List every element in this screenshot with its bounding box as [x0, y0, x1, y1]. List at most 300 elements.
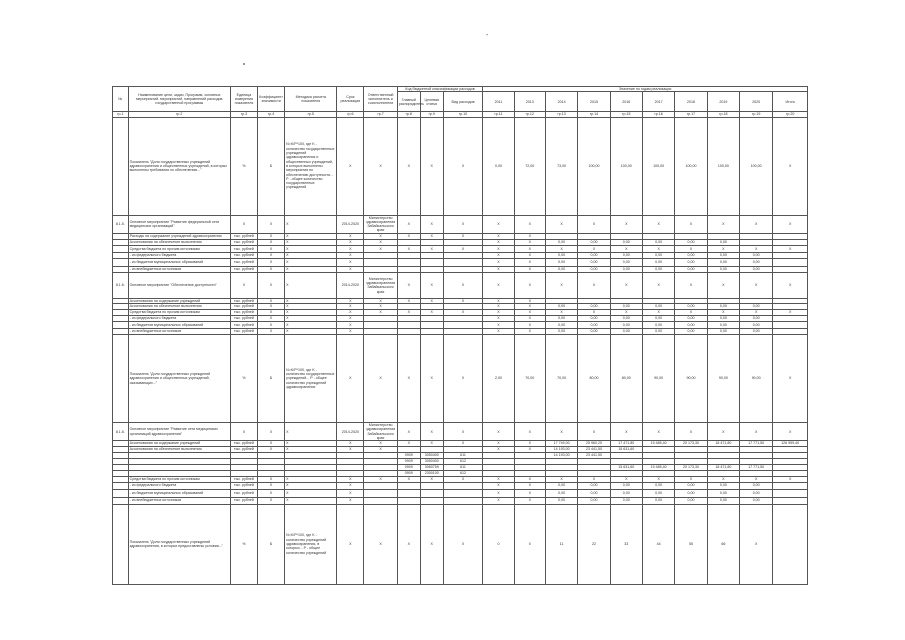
table-cell: Х [337, 310, 364, 316]
table-cell: X [397, 441, 420, 446]
table-cell: X [337, 504, 364, 584]
col-unit-header: Единица измерения показателя [230, 87, 257, 112]
table-cell: X [610, 423, 642, 441]
table-cell: X [443, 441, 483, 446]
table-cell: X [514, 272, 545, 298]
table-cell: 0,00 [642, 322, 674, 329]
table-cell: X [483, 239, 514, 245]
table-cell [773, 322, 808, 329]
table-cell: Х [258, 239, 285, 245]
table-cell: X [514, 441, 545, 446]
table-cell: Х [337, 245, 364, 252]
table-cell: 0,00 [707, 258, 739, 266]
table-cell: X [514, 489, 545, 497]
table-cell: X [483, 266, 514, 272]
table-cell: Х [258, 215, 285, 233]
table-cell: 0,00 [610, 329, 642, 335]
table-cell: 0,00 [578, 482, 610, 489]
table-cell: N=K/P*100, где K - количество учреждений здравоохранения, в которых... P - общее количество учреждений [285, 504, 337, 584]
table-cell: Х [285, 245, 337, 252]
row-title-cell: - из федерального бюджета [128, 252, 230, 258]
table-cell: X [514, 258, 545, 266]
year-header: 2014 [545, 92, 577, 112]
table-cell: 0,00 [675, 489, 707, 497]
table-cell: X [483, 316, 514, 322]
year-header: 2013 [514, 92, 545, 112]
table-cell: X [773, 335, 808, 423]
row-title-cell: - из федерального бюджета [128, 316, 230, 322]
table-cell: X [364, 298, 397, 303]
table-cell: X [420, 476, 443, 482]
table-cell: тыс. рублей [230, 310, 257, 316]
table-cell: 0,00 [675, 239, 707, 245]
table-cell: X [642, 423, 674, 441]
column-code: гр.7 [364, 112, 397, 117]
table-cell: X [420, 423, 443, 441]
col-num-header: № [113, 87, 129, 112]
table-cell: 0,00 [545, 329, 577, 335]
table-cell [113, 322, 129, 329]
table-cell [397, 482, 420, 489]
column-code: гр.14 [578, 112, 610, 117]
table-row [113, 504, 808, 584]
row-title-cell: - из внебюджетных источников [128, 266, 230, 272]
table-cell: X [397, 117, 420, 215]
table-cell: 100,00 [610, 117, 642, 215]
column-code: гр.10 [443, 112, 483, 117]
table-cell: 0909 [397, 452, 420, 458]
table-cell: 0909 [397, 470, 420, 476]
table-body [113, 117, 808, 584]
table-cell [773, 482, 808, 489]
table-cell: 33 [610, 504, 642, 584]
table-cell: 66 [707, 504, 739, 584]
year-header: 2017 [642, 92, 674, 112]
table-cell: N=K/P*100, где K - количество государственных учреждений здравоохранения и общественных учреждений, в которых выполнены мероприятия по обеспечению доступности... P - общее количество государственных учреждений [285, 117, 337, 215]
table-cell: X [397, 233, 420, 239]
row-title-cell: Ассигнования на содержание учреждений [128, 298, 230, 303]
column-code: гр.13 [545, 112, 577, 117]
table-cell: 0,00 [740, 304, 773, 310]
table-row [113, 117, 808, 215]
row-title-cell: - из бюджетов муниципальных образований [128, 489, 230, 497]
table-cell: 0,00 [675, 482, 707, 489]
table-cell: X [578, 310, 610, 316]
table-cell: X [483, 329, 514, 335]
column-code: гр.6 [337, 112, 364, 117]
table-cell: X [514, 310, 545, 316]
table-cell: 0,00 [675, 316, 707, 322]
row-title-cell: Показатель "Доля государственных учреждений здравоохранения, в которых предоставлены условия..." [128, 504, 230, 584]
table-cell [443, 482, 483, 489]
table-cell: 0,00 [610, 489, 642, 497]
table-cell: 0,00 [675, 329, 707, 335]
table-cell: Б [258, 504, 285, 584]
row-title-cell: Показатель "Доля государственных учреждений здравоохранения и общественных учреждений, в которых выполнены требования по обеспечению..." [128, 117, 230, 215]
table-cell [364, 482, 397, 489]
table-cell: 17 771,50 [740, 441, 773, 446]
table-cell: 90,00 [675, 335, 707, 423]
table-cell: тыс. рублей [230, 497, 257, 504]
table-cell: X [707, 476, 739, 482]
table-cell: X [642, 272, 674, 298]
table-row [113, 215, 808, 233]
table-cell: Х [285, 322, 337, 329]
table-row [113, 489, 808, 497]
table-cell: 100,00 [642, 117, 674, 215]
table-cell: X [740, 272, 773, 298]
table-cell: X [610, 476, 642, 482]
table-cell: X [578, 245, 610, 252]
table-cell: Х [258, 258, 285, 266]
table-cell [420, 489, 443, 497]
table-row [113, 423, 808, 441]
scan-speck [243, 63, 245, 65]
table-cell: 0,00 [740, 482, 773, 489]
table-cell: X [707, 423, 739, 441]
table-cell: X [337, 335, 364, 423]
table-cell [113, 497, 129, 504]
table-cell: X [483, 310, 514, 316]
row-title-cell: Ассигнования на обеспечение выполнения [128, 304, 230, 310]
table-cell [443, 497, 483, 504]
table-cell: 2,00 [483, 335, 514, 423]
table-cell: 0,00 [610, 252, 642, 258]
table-cell: X [420, 310, 443, 316]
table-cell: Х [285, 252, 337, 258]
table-cell: Х [337, 304, 364, 310]
table-cell: X [707, 310, 739, 316]
table-cell [420, 482, 443, 489]
table-cell: X [364, 476, 397, 482]
table-cell: X [514, 423, 545, 441]
column-code: гр.4 [258, 112, 285, 117]
table-cell: Х [337, 266, 364, 272]
table-cell: 0,00 [707, 304, 739, 310]
col-section-header: Целевая статья [420, 92, 443, 112]
table-cell: X [740, 215, 773, 233]
table-cell: Х [285, 233, 337, 239]
row-title-cell: Ассигнования на обеспечение выполнения [128, 239, 230, 245]
table-cell: 0,00 [642, 482, 674, 489]
table-cell: X [545, 476, 577, 482]
yearly-values-group-header: Значение по годам реализации [483, 87, 808, 92]
table-cell: 0,00 [578, 322, 610, 329]
table-cell: 20 173,30 [675, 441, 707, 446]
table-cell: X [443, 272, 483, 298]
table-cell: X [483, 476, 514, 482]
table-cell: 3050400 [420, 452, 443, 458]
table-cell: X [483, 258, 514, 266]
table-cell [443, 322, 483, 329]
table-cell: X [514, 482, 545, 489]
table-cell: X [364, 310, 397, 316]
table-cell: X [420, 117, 443, 215]
table-cell: 100,00 [707, 117, 739, 215]
table-cell: Х [258, 482, 285, 489]
table-cell: 70,00 [514, 335, 545, 423]
table-cell: X [514, 497, 545, 504]
table-cell: X [483, 304, 514, 310]
table-cell: Х [230, 215, 257, 233]
table-cell: Х [337, 476, 364, 482]
table-cell: 0,00 [740, 497, 773, 504]
table-cell: 0,00 [740, 266, 773, 272]
table-cell: Х [285, 272, 337, 298]
table-cell: X [420, 215, 443, 233]
table-cell: Х [337, 298, 364, 303]
table-cell: 611 [443, 464, 483, 470]
table-cell: Х [258, 272, 285, 298]
table-cell: Х [258, 441, 285, 446]
table-cell: 0,00 [610, 482, 642, 489]
column-code: гр.11 [483, 112, 514, 117]
table-cell: тыс. рублей [230, 446, 257, 452]
table-cell: X [364, 504, 397, 584]
table-cell: Х [258, 252, 285, 258]
table-cell: 0,00 [740, 322, 773, 329]
table-cell: X [483, 272, 514, 298]
row-title-cell: - из бюджетов муниципальных образований [128, 322, 230, 329]
table-cell: 0,00 [545, 258, 577, 266]
row-title-cell: Ассигнования на обеспечение выполнения [128, 446, 230, 452]
table-cell: тыс. рублей [230, 298, 257, 303]
table-cell: 612 [443, 458, 483, 464]
table-cell: X [483, 298, 514, 303]
table-cell: тыс. рублей [230, 441, 257, 446]
table-cell: X [642, 215, 674, 233]
table-cell: Х [337, 316, 364, 322]
table-cell: 2014-2020 [337, 215, 364, 233]
table-cell: 0,00 [707, 239, 739, 245]
table-cell: Х [258, 497, 285, 504]
table-cell: X [364, 335, 397, 423]
table-cell: X [483, 252, 514, 258]
table-cell [113, 258, 129, 266]
table-cell: 0,00 [545, 489, 577, 497]
table-cell: X [675, 310, 707, 316]
table-cell: X [514, 304, 545, 310]
column-code: гр.20 [773, 112, 808, 117]
table-cell: 15 631,60 [610, 464, 642, 470]
table-cell: Х [285, 310, 337, 316]
column-code: гр.2 [128, 112, 230, 117]
table-cell: X [675, 215, 707, 233]
table-cell: X [610, 272, 642, 298]
table-cell: Х [285, 266, 337, 272]
table-cell: Х [337, 446, 364, 452]
table-cell: 0,00 [545, 322, 577, 329]
row-title-cell: Показатель "Доля государственных учреждений здравоохранения и общественных учреждений, оказывающих..." [128, 335, 230, 423]
table-cell [113, 482, 129, 489]
row-title-cell: - из внебюджетных источников [128, 329, 230, 335]
column-code: гр.15 [610, 112, 642, 117]
table-cell: X [364, 441, 397, 446]
table-cell [364, 489, 397, 497]
table-cell [364, 497, 397, 504]
table-cell: X [443, 310, 483, 316]
table-cell: X [773, 310, 808, 316]
table-cell: 612 [443, 470, 483, 476]
table-cell: Х [285, 497, 337, 504]
table-cell: % [230, 504, 257, 584]
table-cell: X [675, 272, 707, 298]
column-code: гр.3 [230, 112, 257, 117]
table-cell: X [740, 476, 773, 482]
table-cell: X [578, 272, 610, 298]
table-cell: Х [258, 489, 285, 497]
table-cell: 0,00 [642, 329, 674, 335]
table-cell: X [610, 215, 642, 233]
table-cell: 14 193,00 [545, 452, 577, 458]
col-name-header: Наименование цели, задач, Программ, основных мероприятий, мероприятий, направлений расходов государственной программы [128, 87, 230, 112]
row-title-cell: - из внебюджетных источников [128, 497, 230, 504]
table-cell: 19 485,40 [642, 441, 674, 446]
table-cell: 20 173,30 [675, 464, 707, 470]
table-cell: X [364, 446, 397, 452]
table-cell: X [483, 482, 514, 489]
table-cell: % [230, 117, 257, 215]
table-cell: 0,00 [545, 252, 577, 258]
table-cell: X [443, 504, 483, 584]
table-cell: X [443, 117, 483, 215]
table-cell: 17 471,80 [610, 441, 642, 446]
table-cell: X [443, 335, 483, 423]
table-cell [443, 258, 483, 266]
table-cell: Х [337, 252, 364, 258]
table-cell: тыс. рублей [230, 266, 257, 272]
table-cell: Х [258, 476, 285, 482]
table-cell: 0,00 [545, 266, 577, 272]
table-cell: Х [285, 482, 337, 489]
table-cell: X [514, 215, 545, 233]
table-cell: 0,00 [740, 329, 773, 335]
table-cell: 0,00 [545, 316, 577, 322]
table-cell: 17 749,00 [545, 441, 577, 446]
row-title-cell: Ассигнования на содержание учреждений [128, 441, 230, 446]
table-cell: X [545, 245, 577, 252]
table-cell: X [364, 117, 397, 215]
table-cell: Б [258, 335, 285, 423]
table-cell: X [773, 245, 808, 252]
table-cell: 0,00 [642, 304, 674, 310]
table-cell: 0,00 [642, 489, 674, 497]
table-cell: X [443, 215, 483, 233]
table-cell: тыс. рублей [230, 489, 257, 497]
table-row [113, 322, 808, 329]
table-cell: X [420, 441, 443, 446]
table-cell: X [773, 423, 808, 441]
table-cell: X [514, 252, 545, 258]
row-title-cell: Средства бюджета по прочим источникам [128, 310, 230, 316]
table-cell: 2300100 [420, 470, 443, 476]
table-cell [773, 504, 808, 584]
row-title-cell: Основное мероприятие "Развитие федеральной сети медицинских организаций" [128, 215, 230, 233]
table-cell: 19 485,40 [642, 464, 674, 470]
table-cell: 2014-2020 [337, 272, 364, 298]
table-cell: Х [285, 304, 337, 310]
table-cell: 0,00 [707, 489, 739, 497]
table-cell [397, 322, 420, 329]
table-cell: X [514, 266, 545, 272]
table-cell: X [483, 497, 514, 504]
table-cell: Х [285, 298, 337, 303]
col-coef-header: Коэффициент значимости [258, 87, 285, 112]
row-title-cell: Средства бюджета по прочим источникам [128, 245, 230, 252]
table-cell: 2014-2020 [337, 423, 364, 441]
table-cell: X [420, 298, 443, 303]
table-cell: X [483, 423, 514, 441]
table-cell: Х [337, 482, 364, 489]
table-cell: X [773, 117, 808, 215]
table-cell: 23 441,50 [578, 452, 610, 458]
table-cell: X [545, 310, 577, 316]
table-cell: X [483, 245, 514, 252]
table-cell: X [443, 233, 483, 239]
table-cell: тыс. рублей [230, 476, 257, 482]
table-cell: 0,00 [578, 252, 610, 258]
table-cell [113, 335, 129, 423]
table-cell: 0,00 [610, 316, 642, 322]
table-cell: X [514, 446, 545, 452]
table-cell: 0,00 [610, 266, 642, 272]
table-cell: X [397, 298, 420, 303]
table-cell: 90,00 [642, 335, 674, 423]
table-cell: X [610, 245, 642, 252]
table-cell [113, 504, 129, 584]
table-cell: 0,00 [545, 497, 577, 504]
table-cell: X [514, 329, 545, 335]
table-cell: X [397, 272, 420, 298]
table-cell: X [675, 245, 707, 252]
table-cell: X [483, 441, 514, 446]
table-cell: 126 959,40 [773, 441, 808, 446]
table-cell: тыс. рублей [230, 316, 257, 322]
table-cell: 0,00 [545, 482, 577, 489]
table-row [113, 335, 808, 423]
table-cell: 0 [483, 504, 514, 584]
column-code: гр.9 [420, 112, 443, 117]
table-cell: X [420, 245, 443, 252]
year-header: 2018 [675, 92, 707, 112]
column-code: гр.16 [642, 112, 674, 117]
table-cell: X [364, 239, 397, 245]
table-cell: Х [337, 322, 364, 329]
table-cell: X [740, 423, 773, 441]
table-cell: 0 [514, 504, 545, 584]
table-cell: 0,00 [675, 258, 707, 266]
table-cell: 80,00 [578, 335, 610, 423]
table-cell: 0,00 [545, 239, 577, 245]
table-row [113, 245, 808, 252]
table-cell: X [740, 310, 773, 316]
table-cell: X [420, 335, 443, 423]
year-header: 2016 [610, 92, 642, 112]
table-cell: 0,00 [545, 304, 577, 310]
table-cell: X [675, 423, 707, 441]
table-cell: тыс. рублей [230, 239, 257, 245]
table-cell: Х [337, 239, 364, 245]
table-cell: Х [285, 489, 337, 497]
table-cell: X [337, 117, 364, 215]
table-cell: 100,00 [675, 117, 707, 215]
table-cell [364, 322, 397, 329]
table-cell: X [707, 245, 739, 252]
row-title-cell: - из федерального бюджета [128, 482, 230, 489]
year-header: 2011 [483, 92, 514, 112]
table-cell: 3050400 [420, 458, 443, 464]
table-cell: X [514, 245, 545, 252]
